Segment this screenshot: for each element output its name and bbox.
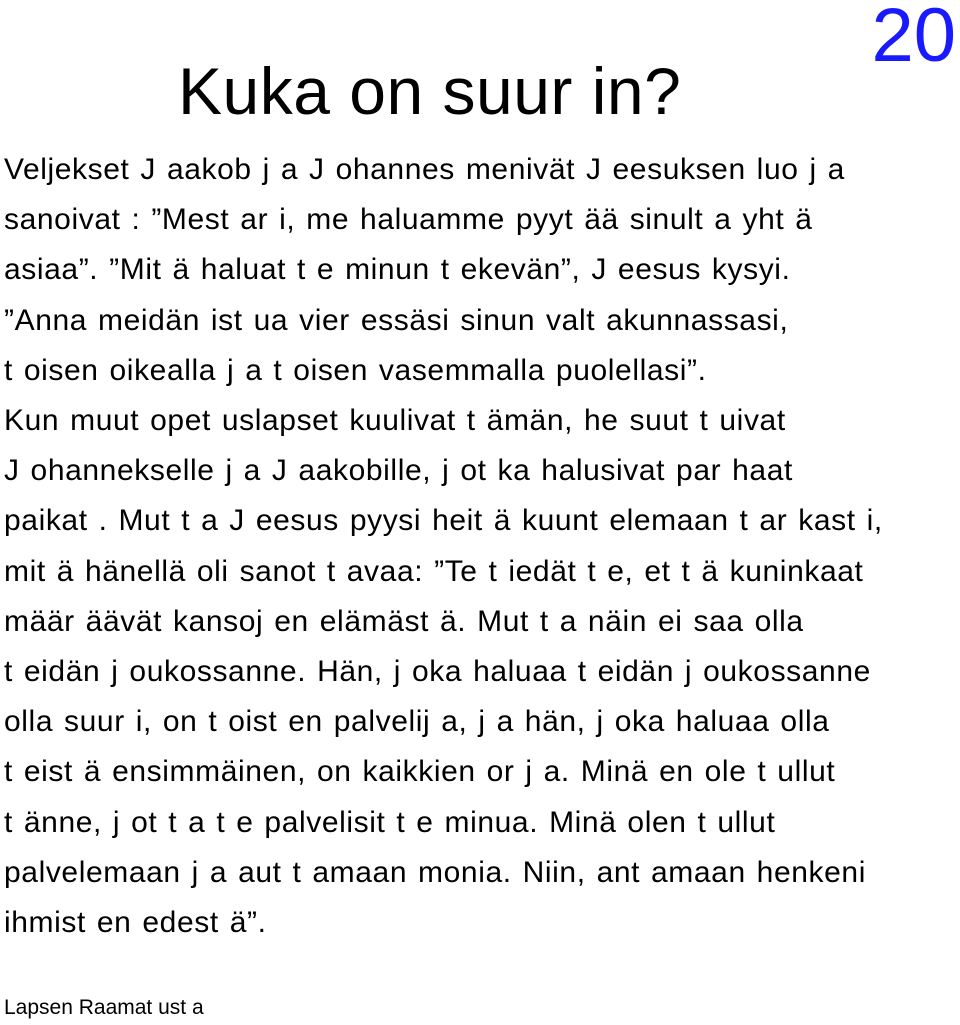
text-line: t änne, j ot t a t e palvelisit t e minua. Minä olen t ullut [4, 805, 776, 839]
footer-source: Lapsen Raamat ust a [4, 996, 204, 1019]
text-line: määr äävät kansoj en elämäst ä. Mut t a näin ei saa olla [4, 604, 804, 638]
text-line: t oisen oikealla j a t oisen vasemmalla puolellasi”. [4, 353, 707, 387]
text-line: t eist ä ensimmäinen, on kaikkien or j a. Minä en ole t ullut [4, 755, 836, 789]
text-line: paikat . Mut t a J eesus pyysi heit ä kuunt elemaan t ar kast i, [4, 504, 883, 538]
text-line: asiaa”. ”Mit ä haluat t e minun t ekevän”, J eesus kysyi. [4, 253, 791, 287]
text-line: palvelemaan j a aut t amaan monia. Niin, ant amaan henkeni [4, 855, 866, 889]
text-line: sanoivat : ”Mest ar i, me haluamme pyyt ää sinult a yht ä [4, 203, 813, 237]
text-line: olla suur i, on t oist en palvelij a, j a hän, j oka haluaa olla [4, 705, 830, 739]
text-line: t eidän j oukossanne. Hän, j oka haluaa t eidän j oukossanne [4, 655, 871, 689]
text-line: Kun muut opet uslapset kuulivat t ämän, he suut t uivat [4, 404, 786, 438]
text-line: ”Anna meidän ist ua vier essäsi sinun valt akunnassasi, [4, 303, 789, 337]
page-title: Kuka on suur in? [178, 54, 682, 128]
text-line: J ohannekselle j a J aakobille, j ot ka halusivat par haat [4, 454, 793, 488]
story-text [4, 145, 954, 948]
page-number: 20 [871, 0, 956, 78]
text-line: ihmist en edest ä”. [4, 906, 267, 940]
text-line: mit ä hänellä oli sanot t avaa: ”Te t iedät t e, et t ä kuninkaat [4, 554, 864, 588]
text-line: Veljekset J aakob j a J ohannes menivät J eesuksen luo j a [4, 153, 845, 186]
